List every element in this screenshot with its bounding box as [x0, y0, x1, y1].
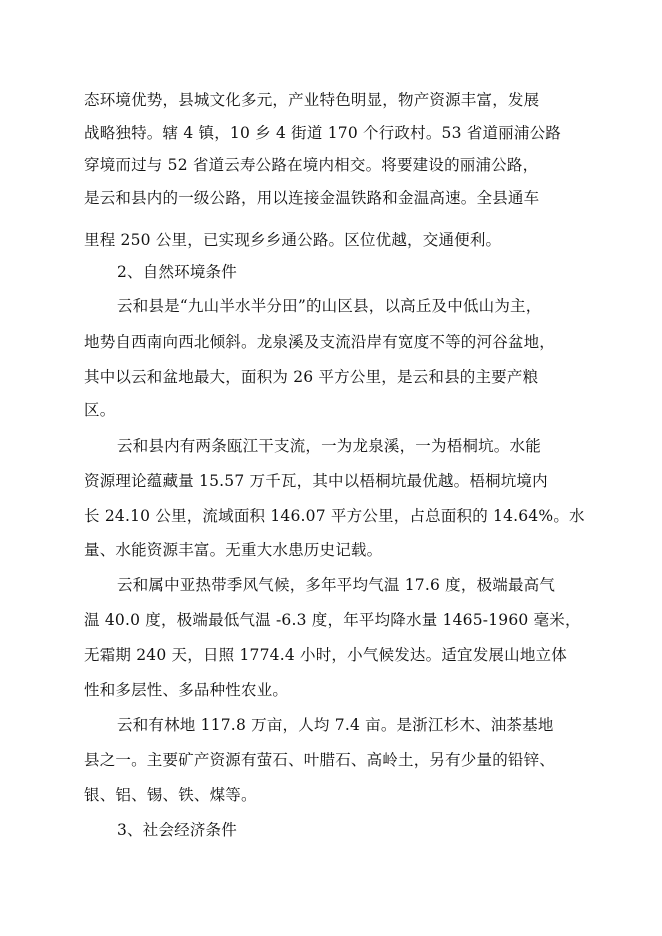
paragraph-line: 无霜期 240 天，日照 1774.4 小时，小气候发达。适宜发展山地立体: [84, 646, 567, 664]
paragraph-line: 云和县是“九山半水半分田”的山区县，以高丘及中低山为主，: [117, 297, 542, 315]
paragraph-line: 云和属中亚热带季风气候，多年平均气温 17.6 度，极端最高气: [117, 576, 556, 594]
paragraph-line: 穿境而过与 52 省道云寿公路在境内相交。将要建设的丽浦公路，: [84, 156, 539, 174]
paragraph-line: 温 40.0 度，极端最低气温 -6.3 度，年平均降水量 1465-1960 毫米，: [84, 611, 581, 629]
section-heading: 3、社会经济条件: [117, 821, 237, 839]
paragraph-line: 量、水能资源丰富。无重大水患历史记载。: [84, 541, 383, 559]
section-heading: 2、自然环境条件: [117, 263, 237, 281]
paragraph-line: 长 24.10 公里，流域面积 146.07 平方公里，占总面积的 14.64%。水: [84, 507, 585, 525]
paragraph-line: 其中以云和盆地最大，面积为 26 平方公里，是云和县的主要产粮: [84, 368, 539, 386]
paragraph-line: 银、铝、锡、铁、煤等。: [84, 786, 257, 804]
paragraph-line: 性和多层性、多品种性农业。: [84, 681, 289, 699]
paragraph-line: 态环境优势，县城文化多元，产业特色明显，物产资源丰富，发展: [84, 91, 540, 109]
paragraph-line: 资源理论蕴藏量 15.57 万千瓦，其中以梧桐坑最优越。梧桐坑境内: [84, 472, 548, 490]
paragraph-line: 云和县内有两条瓯江干支流，一为龙泉溪，一为梧桐坑。水能: [117, 437, 541, 455]
paragraph-line: 县之一。主要矿产资源有萤石、叶腊石、高岭土，另有少量的铅锌、: [84, 751, 556, 769]
paragraph-line: 里程 250 公里，已实现乡乡通公路。区位优越，交通便利。: [84, 231, 502, 249]
paragraph-line: 是云和县内的一级公路，用以连接金温铁路和金温高速。全县通车: [84, 189, 540, 207]
paragraph-line: 地势自西南向西北倾斜。龙泉溪及支流沿岸有宽度不等的河谷盆地，: [84, 333, 556, 351]
paragraph-line: 战略独特。辖 4 镇，10 乡 4 街道 170 个行政村。53 省道丽浦公路: [84, 124, 561, 142]
paragraph-line: 云和有林地 117.8 万亩，人均 7.4 亩。是浙江杉木、油茶基地: [117, 716, 554, 734]
paragraph-line: 区。: [84, 401, 116, 419]
